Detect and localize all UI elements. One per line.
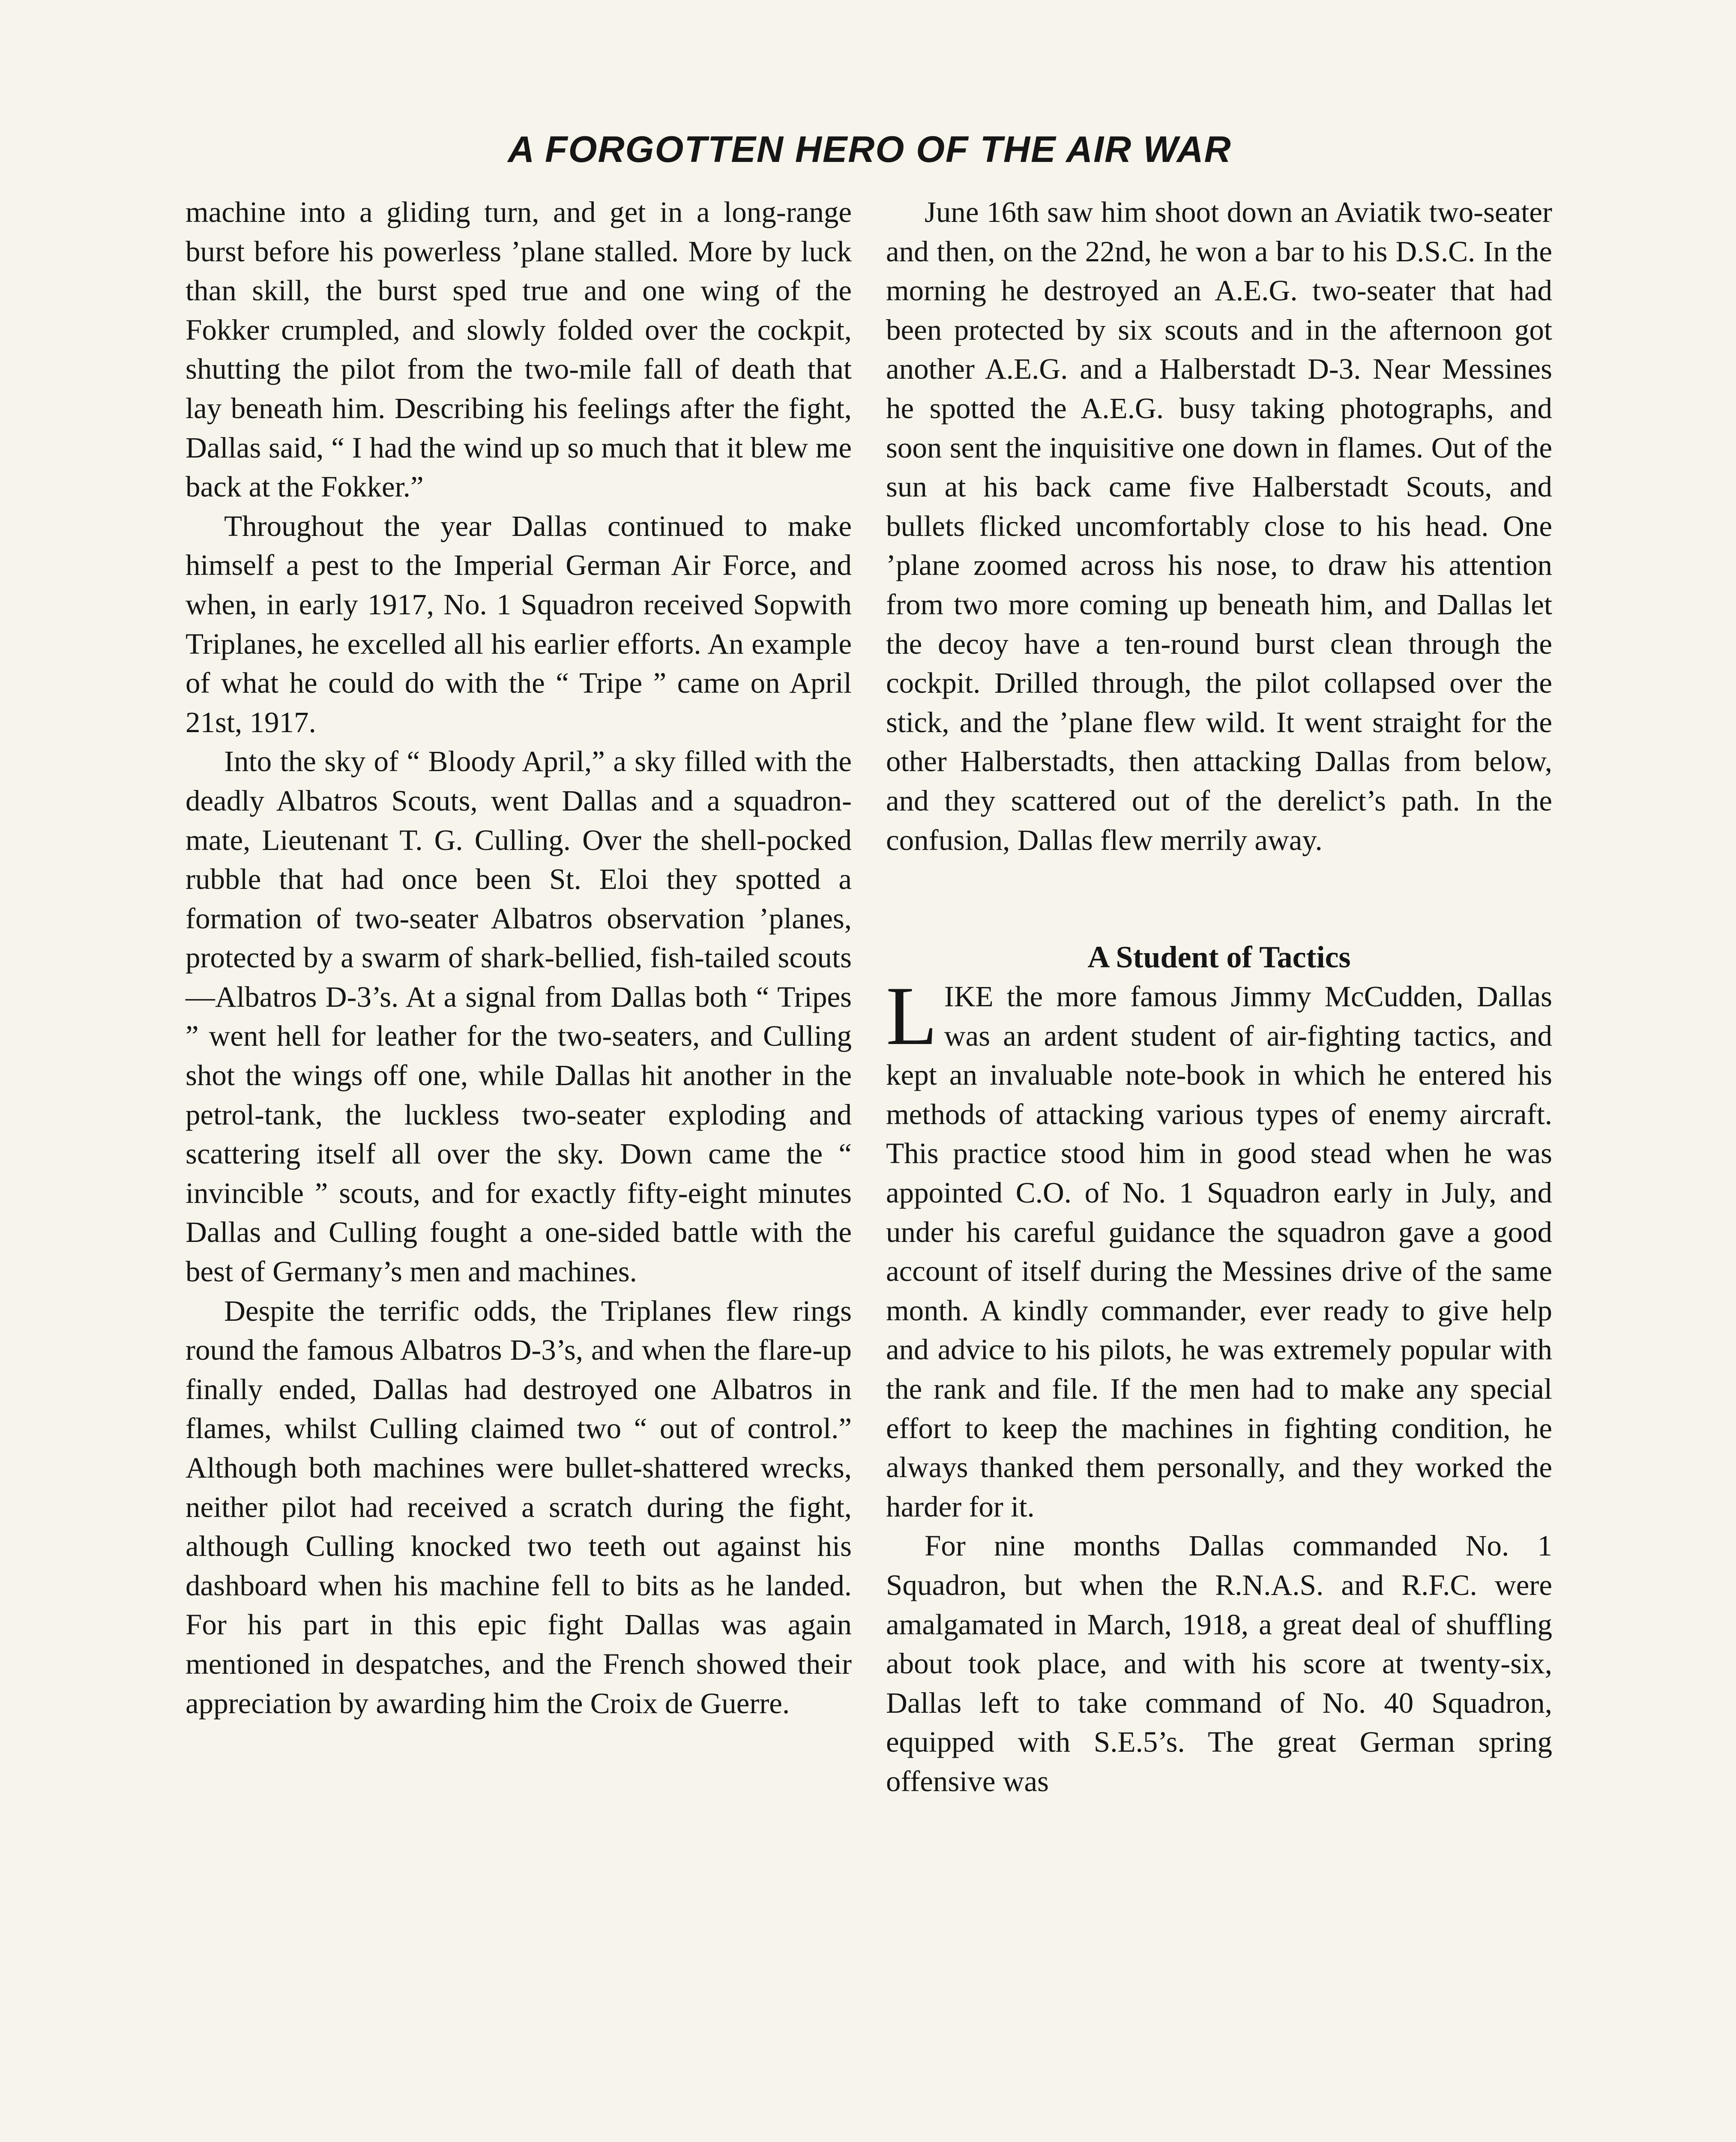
right-column (886, 193, 1552, 1801)
paragraph: Despite the terrific odds, the Triplanes flew rings round the famous Albatros D-3’s, and when the flare-up finally ended, Dallas had destroyed one Albatros in flames, whilst Culling claimed two “ out of control.” Although both machines were bullet-shattered wrecks, neither pilot had received a scratch during the fight, although Culling knocked two teeth out against his dashboard when his machine fell to bits as he landed. For his part in this epic fight Dallas was again mentioned in despatches, and the French showed their appreciation by awarding him the Croix de Guerre. (186, 1294, 852, 1720)
running-header: A FORGOTTEN HERO OF THE AIR WAR (508, 129, 1232, 170)
paragraph-with-dropcap (886, 969, 1552, 1526)
paragraph: machine into a gliding turn, and get in a long-range burst before his powerless ’plane stalled. More by luck than skill, the burst sped true and one wing of the Fokker crumpled, and slowly folded over the cockpit, shutting the pilot from the two-mile fall of death that lay beneath him. Describing his feelings after the fight, Dallas said, “ I had the wind up so much that it blew me back at the Fokker.” (186, 196, 852, 503)
paragraph-text: IKE the more famous Jimmy McCudden, Dallas was an ardent student of air-fighting tactics, and kept an invaluable note-book in which he entered his methods of attacking various types of enemy aircraft. This practice stood him in good stead when he was appointed C.O. of No. 1 Squadron early in July, and under his careful guidance the squadron gave a good account of itself during the Messines drive of the same month. A kindly commander, ever ready to give help and advice to his pilots, he was extremely popular with the rank and file. If the men had to make any special effort to keep the machines in fighting condition, he always thanked them personally, and they worked the harder for it. (886, 980, 1552, 1523)
drop-cap: L (886, 969, 937, 1063)
left-column (186, 193, 852, 1723)
section-subheading: A Student of Tactics (1087, 940, 1351, 975)
paragraph: Into the sky of “ Bloody April,” a sky filled with the deadly Albatros Scouts, went Dallas and a squadron-mate, Lieutenant T. G. Culling. Over the shell-pocked rubble that had once been St. Eloi they spotted a formation of two-seater Albatros observation ’planes, protected by a swarm of shark-bellied, fish-tailed scouts—Albatros D-3’s. At a signal from Dallas both “ Tripes ” went hell for leather for the two-seaters, and Culling shot the wings off one, while Dallas hit another in the petrol-tank, the luckless two-seater exploding and scattering itself all over the sky. Down came the “ invincible ” scouts, and for exactly fifty-eight minutes Dallas and Culling fought a one-sided battle with the best of Germany’s men and machines. (186, 745, 852, 1288)
paragraph: For nine months Dallas commanded No. 1 Squadron, but when the R.N.A.S. and R.F.C. were amalgamated in March, 1918, a great deal of shuffling about took place, and with his score at twenty-six, Dallas left to take command of No. 40 Squadron, equipped with S.E.5’s. The great German spring offensive was (886, 1529, 1552, 1798)
paragraph: Throughout the year Dallas continued to make himself a pest to the Imperial German Air Force, and when, in early 1917, No. 1 Squadron received Sopwith Triplanes, he excelled all his earlier efforts. An example of what he could do with the “ Tripe ” came on April 21st, 1917. (186, 509, 852, 739)
paragraph: June 16th saw him shoot down an Aviatik two-seater and then, on the 22nd, he won a bar to his D.S.C. In the morning he destroyed an A.E.G. two-seater that had been protected by six scouts and in the afternoon got another A.E.G. and a Halberstadt D-3. Near Messines he spotted the A.E.G. busy taking photographs, and soon sent the inquisitive one down in flames. Out of the sun at his back came five Halberstadt Scouts, and bullets flicked uncomfortably close to his head. One ’plane zoomed across his nose, to draw his attention from two more coming up beneath him, and Dallas let the decoy have a ten-round burst clean through the cockpit. Drilled through, the pilot collapsed over the stick, and the ’plane flew wild. It went straight for the other Halberstadts, then attacking Dallas from below, and they scattered out of the derelict’s path. In the confusion, Dallas flew merrily away. (886, 196, 1552, 856)
